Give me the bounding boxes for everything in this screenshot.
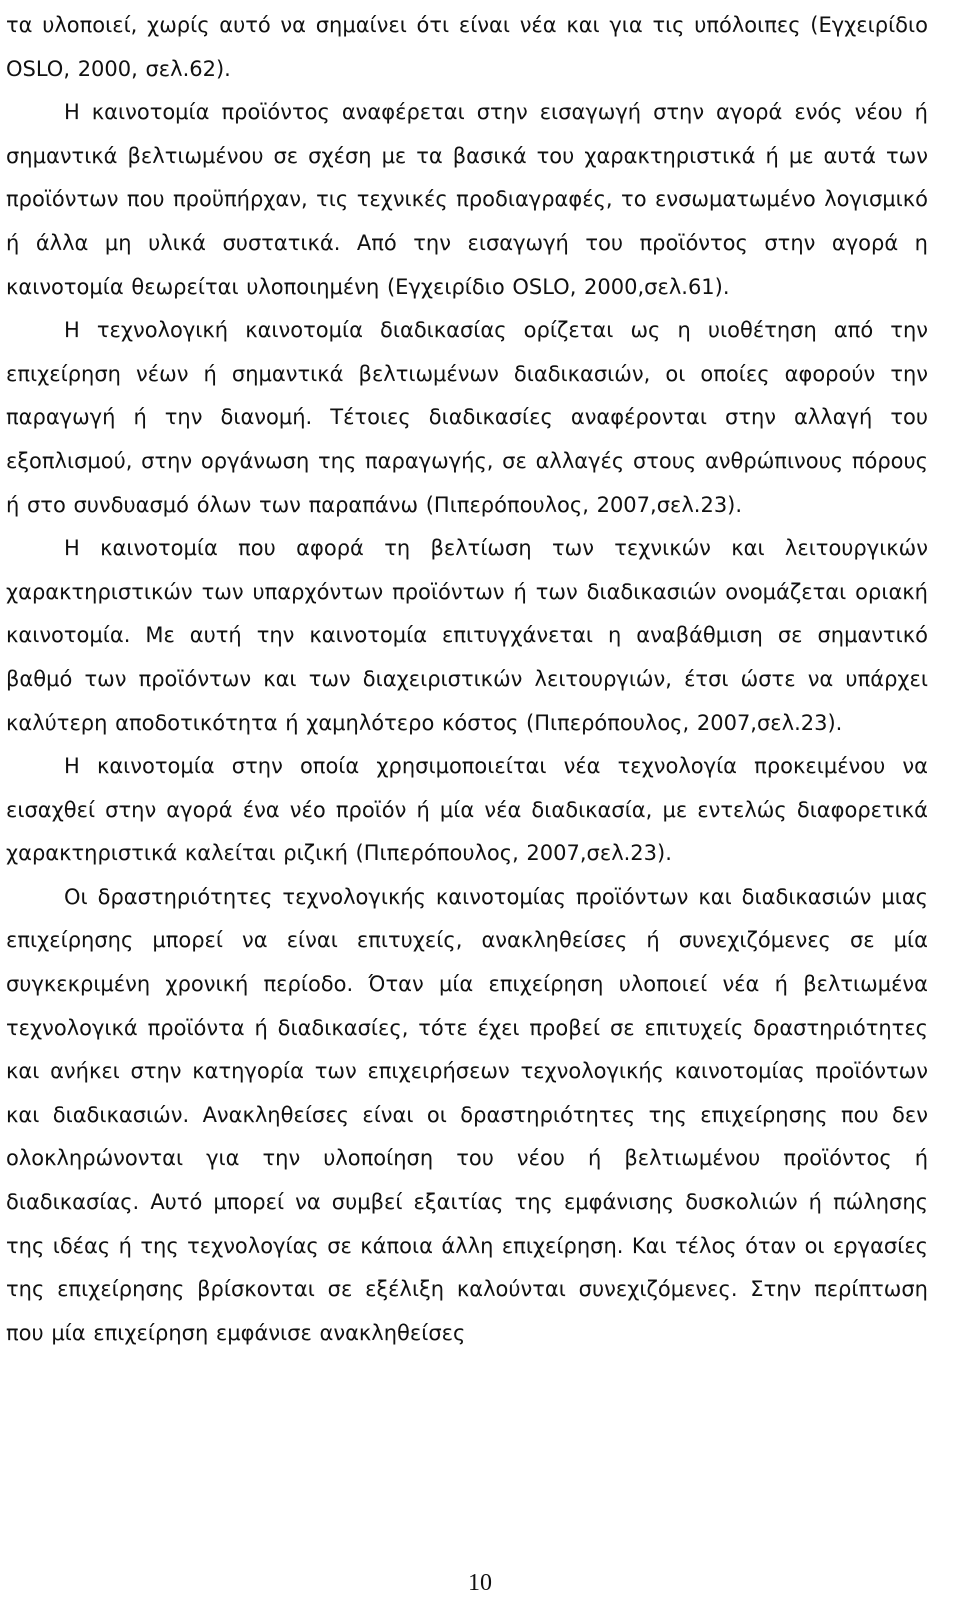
document-page bbox=[6, 0, 928, 1355]
paragraph-incremental-innovation: Η καινοτομία που αφορά τη βελτίωση των τεχνικών και λειτουργικών χαρακτηριστικών των υπαρχόντων προϊόντων ή των διαδικασιών ονομάζεται οριακή καινοτομία. Με αυτή την καινοτομία επιτυγχάνεται η αναβάθμιση σε σημαντικό βαθμό των προϊόντων και των διαχειριστικών λειτουργιών, έτσι ώστε να υπάρχει καλύτερη αποδοτικότητα ή χαμηλότερο κόστος (Πιπερόπουλος, 2007,σελ.23). bbox=[6, 536, 928, 735]
paragraph-process-innovation: Η τεχνολογική καινοτομία διαδικασίας ορίζεται ως η υιοθέτηση από την επιχείρηση νέων ή σημαντικά βελτιωμένων διαδικασιών, οι οποίες αφορούν την παραγωγή ή την διανομή. Τέτοιες διαδικασίες αναφέρονται στην αλλαγή του εξοπλισμού, στην οργάνωση της παραγωγής, σε αλλαγές στους ανθρώπινους πόρους ή στο συνδυασμό όλων των παραπάνω (Πιπερόπουλος, 2007,σελ.23). bbox=[6, 318, 928, 517]
paragraph-continuation: τα υλοποιεί, χωρίς αυτό να σημαίνει ότι είναι νέα και για τις υπόλοιπες (Εγχειρίδιο OSLO, 2000, σελ.62). bbox=[6, 13, 928, 81]
paragraph-radical-innovation: Η καινοτομία στην οποία χρησιμοποιείται νέα τεχνολογία προκειμένου να εισαχθεί στην αγορά ένα νέο προϊόν ή μία νέα διαδικασία, με εντελώς διαφορετικά χαρακτηριστικά καλείται ριζική (Πιπερόπουλος, 2007,σελ.23). bbox=[6, 754, 928, 866]
page-number: 10 bbox=[468, 1570, 492, 1596]
paragraph-innovation-activities: Οι δραστηριότητες τεχνολογικής καινοτομίας προϊόντων και διαδικασιών μιας επιχείρησης μπορεί να είναι επιτυχείς, ανακληθείσες ή συνεχιζόμενες σε μία συγκεκριμένη χρονική περίοδο. Όταν μία επιχείρηση υλοποιεί νέα ή βελτιωμένα τεχνολογικά προϊόντα ή διαδικασίες, τότε έχει προβεί σε επιτυχείς δραστηριότητες και ανήκει στην κατηγορία των επιχειρήσεων τεχνολογικής καινοτομίας προϊόντων και διαδικασιών. Ανακληθείσες είναι οι δραστηριότητες της επιχείρησης που δεν ολοκληρώνονται για την υλοποίηση του νέου ή βελτιωμένου προϊόντος ή διαδικασίας. Αυτό μπορεί να συμβεί εξαιτίας της εμφάνισης δυσκολιών ή πώλησης της ιδέας ή της τεχνολογίας σε κάποια άλλη επιχείρηση. Και τέλος όταν οι εργασίες της επιχείρησης βρίσκονται σε εξέλιξη καλούνται συνεχιζόμενες. Στην περίπτωση που μία επιχείρηση εμφάνισε ανακληθείσες bbox=[6, 884, 928, 1345]
paragraph-product-innovation: Η καινοτομία προϊόντος αναφέρεται στην εισαγωγή στην αγορά ενός νέου ή σημαντικά βελτιωμένου σε σχέση με τα βασικά του χαρακτηριστικά ή με αυτά των προϊόντων που προϋπήρχαν, τις τεχνικές προδιαγραφές, το ενσωματωμένο λογισμικό ή άλλα μη υλικά συστατικά. Από την εισαγωγή του προϊόντος στην αγορά η καινοτομία θεωρείται υλοποιημένη (Εγχειρίδιο OSLO, 2000,σελ.61). bbox=[6, 100, 928, 299]
